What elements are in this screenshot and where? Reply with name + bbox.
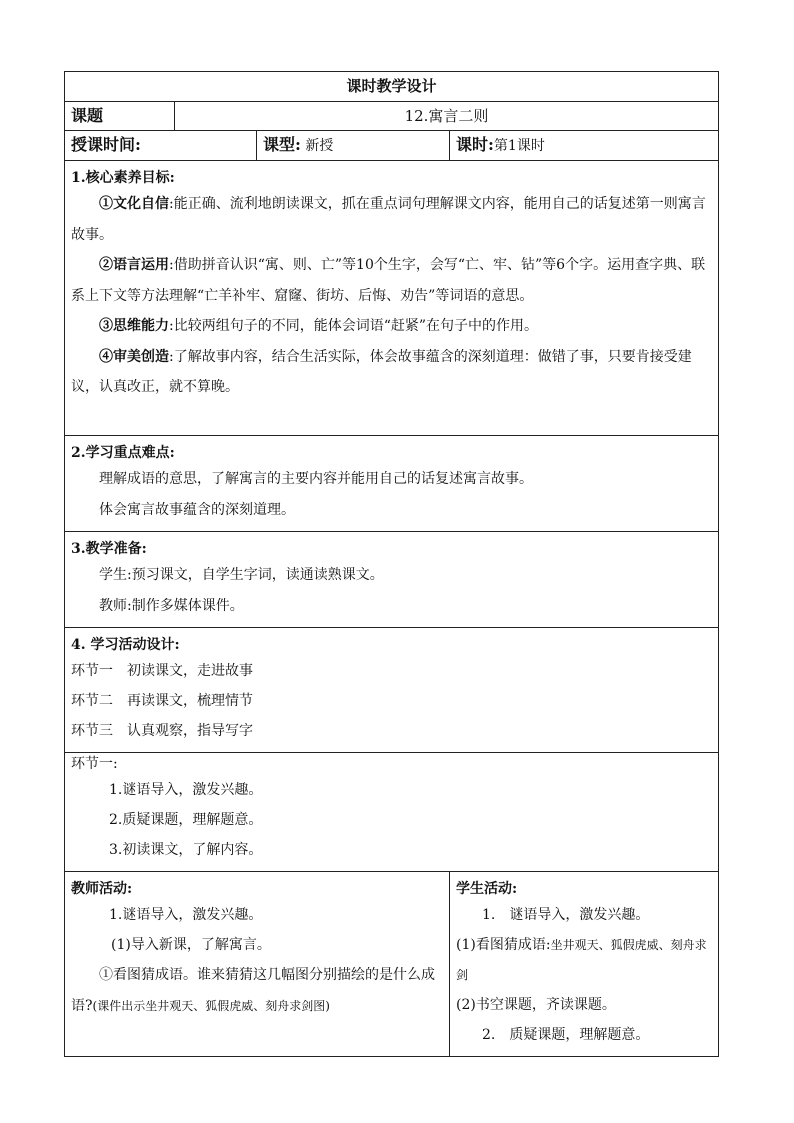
goal-item — [71, 250, 712, 311]
type-label: 课型: — [263, 135, 301, 154]
teacher-heading: 教师活动: — [71, 881, 133, 897]
section-activity-design — [65, 628, 719, 753]
student-activity — [450, 872, 719, 1057]
period-value: 第1课时 — [493, 138, 545, 154]
activity-line: 环节三 认真观察，指导写字 — [71, 723, 253, 739]
key-point-line: 体会寓言故事蕴含的深刻道理。 — [99, 501, 295, 518]
student-note: 坐井观天、狐假虎威、刻舟求剑 — [456, 938, 707, 982]
teacher-note: (课件出示坐井观天、狐假虎威、刻舟求剑图) — [92, 998, 330, 1013]
section-goals — [65, 161, 719, 436]
activity-heading: 4. 学习活动设计: — [71, 637, 180, 653]
student-task: (1)看图猜成语: — [456, 937, 551, 953]
lesson-period — [450, 131, 719, 161]
goal-item — [71, 342, 712, 403]
lesson-plan-table — [64, 71, 719, 1057]
goal-key: ②语言运用 — [99, 257, 169, 273]
student-line: 2. 质疑课题，理解题意。 — [482, 1027, 650, 1043]
preparation-line: 教师:制作多媒体课件。 — [99, 597, 244, 614]
period-label: 课时: — [456, 135, 494, 154]
doc-title: 课时教学设计 — [65, 72, 719, 102]
teacher-line: 1.谜语导入，激发兴趣。 — [109, 907, 263, 923]
goal-text: :借助拼音认识“寓、则、亡”等10个生字，会写“亡、牢、钻”等6个字。运用查字典、联系上下文等方法理解“亡羊补牢、窟窿、街坊、后悔、劝告”等词语的意思。 — [71, 257, 706, 304]
student-line — [456, 930, 712, 990]
section-step-one — [65, 753, 719, 872]
teacher-question: ①看图猜成语。谁来猜猜这几幅图分别描绘的是什么成语? — [71, 967, 435, 1014]
student-line: 1. 谜语导入，激发兴趣。 — [482, 907, 650, 923]
goal-key: ③思维能力 — [99, 318, 169, 334]
lesson-type — [257, 131, 450, 161]
goal-text: :能正确、流利地朗读课文，抓在重点词句理解课文内容，能用自己的话复述第一则寓言故事。 — [71, 196, 706, 243]
teacher-activity — [65, 872, 450, 1057]
student-line: (2)书空课题，齐读课题。 — [456, 997, 616, 1013]
topic-label: 课题 — [65, 102, 175, 131]
step-line: 3.初读课文，了解内容。 — [109, 842, 263, 858]
type-value: 新授 — [305, 138, 334, 154]
lesson-plan-page — [64, 71, 718, 1057]
teacher-line — [71, 960, 443, 1021]
key-point-line: 理解成语的意思，了解寓言的主要内容并能用自己的话复述寓言故事。 — [99, 471, 533, 487]
preparation-line: 学生:预习课文，自学生字词，读通读熟课文。 — [99, 567, 384, 583]
activity-line: 环节一 初读课文，走进故事 — [71, 663, 253, 679]
teacher-line: (1)导入新课，了解寓言。 — [111, 937, 271, 953]
goals-heading: 1.核心素养目标: — [71, 170, 175, 186]
key-points-heading: 2.学习重点难点: — [71, 445, 175, 461]
goal-item — [71, 311, 712, 342]
goal-text: :比较两组句子的不同，能体会词语“赶紧”在句子中的作用。 — [169, 318, 539, 334]
step-line: 2.质疑课题，理解题意。 — [109, 812, 263, 828]
preparation-heading: 3.教学准备: — [71, 541, 147, 557]
section-key-points — [65, 436, 719, 532]
section-preparation — [65, 532, 719, 628]
student-heading: 学生活动: — [456, 881, 518, 897]
time-label: 授课时间: — [65, 131, 257, 161]
goal-item — [71, 189, 712, 250]
goal-text: :了解故事内容，结合生活实际，体会故事蕴含的深刻道理：做错了事，只要肯接受建议，认真改正，就不算晚。 — [71, 348, 692, 395]
goal-key: ①文化自信 — [99, 196, 169, 212]
step-line: 1.谜语导入，激发兴趣。 — [109, 782, 263, 798]
activity-line: 环节二 再读课文，梳理情节 — [71, 693, 253, 709]
goal-key: ④审美创造 — [99, 348, 169, 365]
step-one-heading: 环节一: — [71, 756, 118, 772]
topic-value: 12.寓言二则 — [175, 102, 719, 131]
